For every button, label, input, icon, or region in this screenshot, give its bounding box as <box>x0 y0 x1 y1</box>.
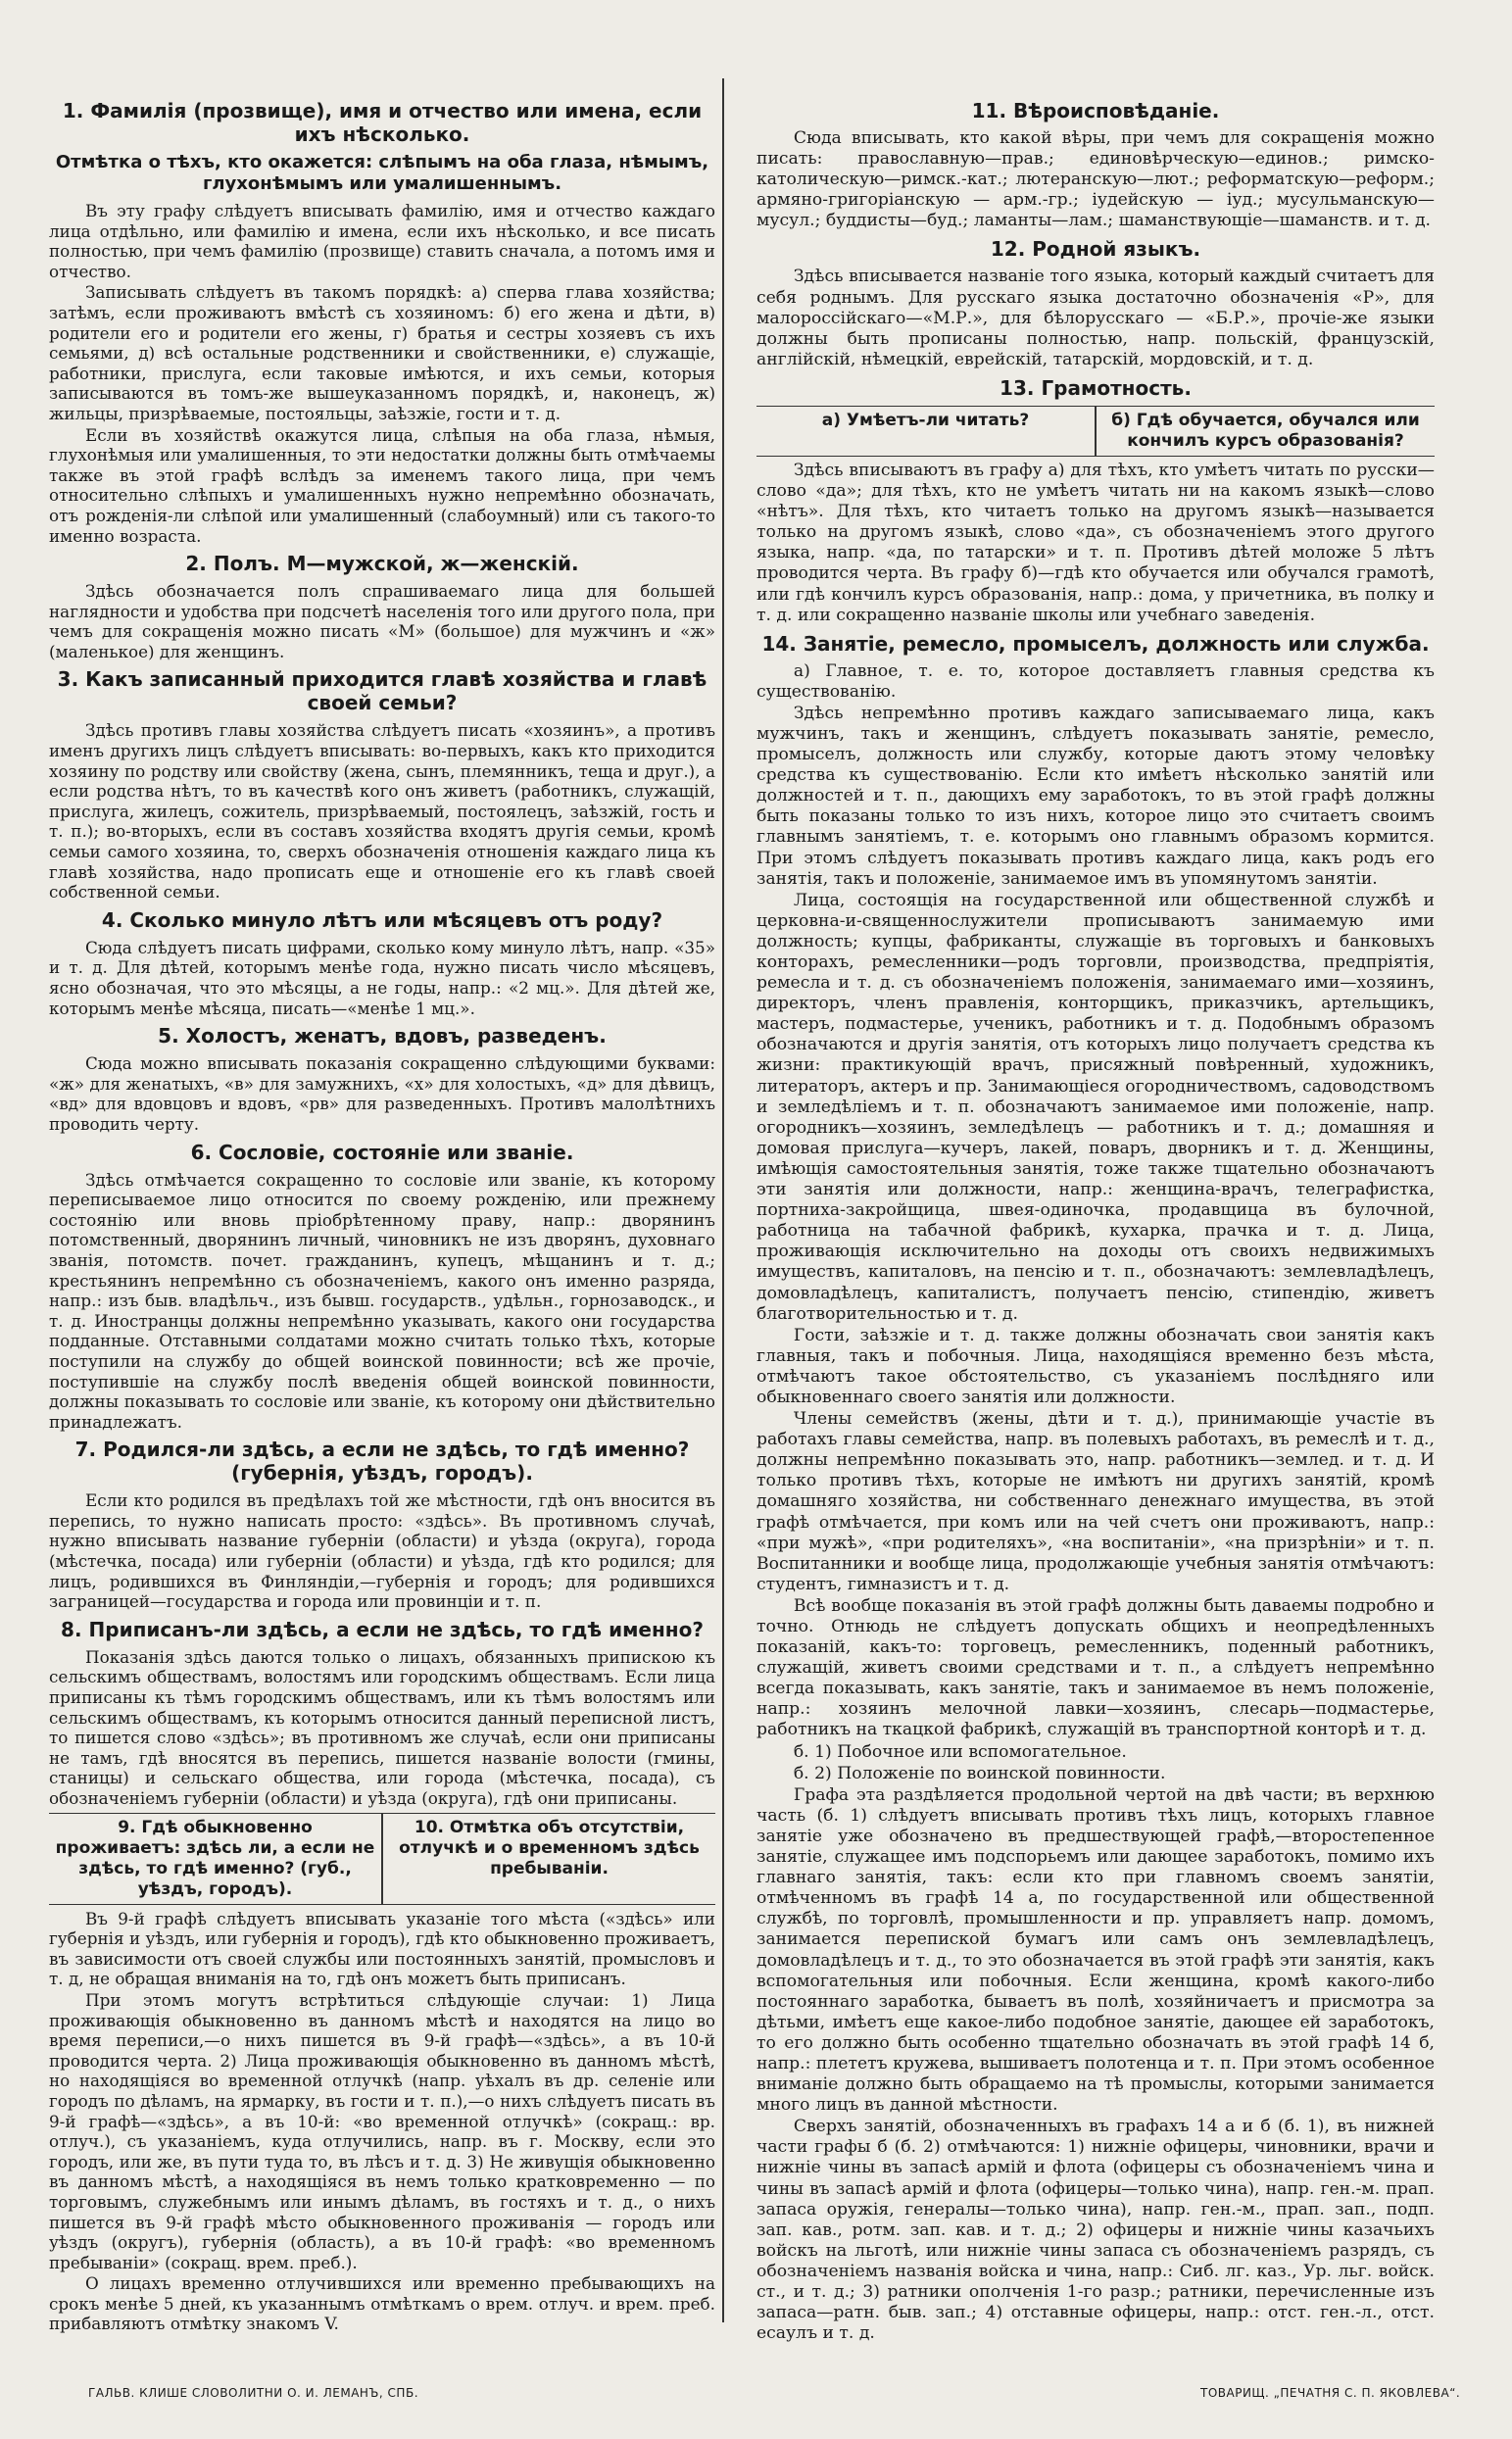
section-1-subtitle: Отмѣтка о тѣхъ, кто окажется: слѣпымъ на оба глаза, нѣмымъ, глухонѣмымъ или умалишеннымъ. <box>55 152 709 194</box>
section-5-title: 5. Холостъ, женатъ, вдовъ, разведенъ. <box>158 1024 607 1049</box>
section-2-title: 2. Полъ. М—мужской, ж—женскій. <box>185 552 579 576</box>
left-column <box>49 93 715 2335</box>
section-14-paragraph: Лица, состоящія на государственной или общественной службѣ и церковна-и-священнослужители прописываютъ занимаемую ими должность; купцы, фабриканты, служащіе въ торговыхъ и банковыхъ конторахъ, ремесленники—родъ торговли, производства, предпріятія, ремесла и т. д. съ обозначеніемъ положенія, занимаемаго ими—хозяинъ, директоръ, членъ правленія, конторщикъ, приказчикъ, артельщикъ, мастеръ, подмастерье, ученикъ, работникъ и т. д. Подобнымъ образомъ обозначаются и другія занятія, отъ которыхъ лицо получаетъ средства къ жизни: практикующій врачъ, присяжный повѣренный, художникъ, литераторъ, актеръ и пр. Занимающіеся огородничествомъ, садоводствомъ и земледѣліемъ и т. п. обозначаютъ занимаемое ими положеніе, напр. огородникъ—хозяинъ, земледѣлецъ — работникъ и т. д.; домашняя и домовая прислуга—кучеръ, лакей, поваръ, дворникъ и т. д. Женщины, имѣющія самостоятельныя занятія, тоже также тщательно обозначаютъ эти занятія или должности, напр.: женщина-врачъ, телеграфистка, портниха-закройщица, швея-одиночка, продавщица въ булочной, работница на табачной фабрикѣ, кухарка, прачка и т. д. Лица, проживающія исключительно на доходы отъ своихъ недвижимыхъ имуществъ, капиталовъ, на пенсію и т. п., обозначаютъ: землевладѣлецъ, домовладѣлецъ, капиталистъ, получаетъ пенсію, стипендію, живетъ благотворительностью и т. д. <box>756 890 1435 1324</box>
section-1-title: 1. Фамилія (прозвище), имя и отчество или имена, если ихъ нѣсколько. <box>62 99 703 146</box>
section-2-paragraph: Здѣсь обозначается полъ спрашиваемаго лица для большей наглядности и удобства при подсчетѣ населенія того или другого пола, при чемъ для сокращенія можно писать «М» (большое) для мужчинъ и «ж» (маленькое) для женщинъ. <box>49 581 715 661</box>
section-13-title: 13. Грамотность. <box>1000 375 1192 400</box>
section-5-paragraph: Сюда можно вписывать показанія сокращенно слѣдующими буквами: «ж» для женатыхъ, «в» для замужнихъ, «х» для холостыхъ, «д» для дѣвицъ, «вд» для вдовцовъ и вдовъ, «рв» для разведенныхъ. Противъ малолѣтнихъ проводить черту. <box>49 1053 715 1134</box>
printer-credit-left: ГАЛЬВ. КЛИШЕ СЛОВОЛИТНИ О. И. ЛЕМАНЪ, СПБ. <box>88 2386 419 2400</box>
section-10-title: 10. Отмѣтка объ отсутствіи, отлучкѣ и о временномъ здѣсь пребываніи. <box>381 1814 715 1904</box>
right-column <box>756 93 1435 2345</box>
printer-credit-right: ТОВАРИЩ. „ПЕЧАТНЯ С. П. ЯКОВЛЕВА“. <box>1200 2386 1461 2400</box>
section-7-paragraph: Если кто родился въ предѣлахъ той же мѣстности, гдѣ онъ вносится въ перепись, то нужно написать просто: «здѣсь». Въ противномъ случаѣ, нужно вписывать название губерніи (области) и уѣзда (округа), города (мѣстечка, посада) или губерніи (области) и уѣзда, гдѣ кто родился; для лицъ, родившихся въ Финляндіи,—губернія и городъ; для родившихся заграницей—государства и города или провинціи и т. п. <box>49 1490 715 1612</box>
section-11-paragraph: Сюда вписывать, кто какой вѣры, при чемъ для сокращенія можно писать: православную—прав.; единовѣрческую—единов.; римско-католическую—римск.-кат.; лютеранскую—лют.; реформатскую—реформ.; армяно-григоріанскую — арм.-гр.; іудейскую — іуд.; мусульманскую—мусул.; буддисты—буд.; ламанты—лам.; шаманствующіе—шаманств. и т. д. <box>756 128 1435 231</box>
section-9-title: 9. Гдѣ обыкновенно проживаетъ: здѣсь ли, а если не здѣсь, то гдѣ именно? (губ., уѣздъ, городъ). <box>55 1817 375 1899</box>
section-9-paragraph: При этомъ могутъ встрѣтиться слѣдующіе случаи: 1) Лица проживающія обыкновенно въ данномъ мѣстѣ и находятся на лицо во время переписи,—о нихъ пишется въ 9-й графѣ—«здѣсь», а въ 10-й проводится черта. 2) Лица проживающія обыкновенно въ данномъ мѣстѣ, но находящіяся во временной отлучкѣ (напр. уѣхалъ въ др. селеніе или городъ по дѣламъ, на ярмарку, въ гости и т. п.),—о нихъ слѣдуетъ писать въ 9-й графѣ—«здѣсь», а въ 10-й: «во временной отлучкѣ» (сокращ.: вр. отлуч.), съ указаніемъ, куда отлучились, напр. въ г. Москву, если это городъ, или же, въ пути туда то, въ лѣсъ и т. д. 3) Не живущія обыкновенно въ данномъ мѣстѣ, а находящіяся въ немъ только кратковременно — по торговымъ, служебнымъ или инымъ дѣламъ, въ гостяхъ и т. д., о нихъ пишется въ 9-й графѣ мѣсто обыкновенного проживанія — городъ или уѣздъ (округъ), губернія (область), а въ 10-й графѣ: «во временномъ пребываніи» (сокращ. врем. преб.). <box>49 1989 715 2272</box>
section-14-b2-label: б. 2) Положеніе по воинской повинности. <box>793 1763 1166 1783</box>
section-4-paragraph: Сюда слѣдуетъ писать цифрами, сколько кому минуло лѣтъ, напр. «35» и т. д. Для дѣтей, которымъ менѣе года, нужно писать число мѣсяцевъ, ясно обозначая, что это мѣсяцы, а не годы, напр.: «2 мц.». Для дѣтей же, которымъ менѣе мѣсяца, писать—«менѣе 1 мц.». <box>49 937 715 1018</box>
section-7-title: 7. Родился-ли здѣсь, а если не здѣсь, то гдѣ именно? (губернія, уѣздъ, городъ). <box>74 1438 690 1486</box>
section-9-10-header <box>49 1813 715 1905</box>
section-14-paragraph: Графа эта раздѣляется продольной чертой на двѣ части; въ верхнюю часть (б. 1) слѣдуетъ вписывать противъ тѣхъ лицъ, которыхъ главное занятіе уже обозначено въ предшествующей графѣ,—второстепенное занятіе, служащее имъ подспорьемъ или дающее заработокъ, помимо ихъ главнаго занятія, такъ: если кто при главномъ своемъ занятіи, отмѣченномъ въ графѣ 14 а, по государственной или общественной службѣ, по торговлѣ, промышленности и пр. управляетъ напр. домомъ, занимается перепиской бумагъ или самъ онъ землевладѣлецъ, домовладѣлецъ и т. д., то это обозначается въ этой графѣ эти занятія, какъ вспомогательныя или побочныя. Если женщина, кромѣ какого-либо постояннаго заработка, бываетъ въ полѣ, хозяйничаетъ и присмотра за дѣтьми, имѣетъ еще какое-либо подобное занятіе, дающее ей заработокъ, то его должно быть особенно тщательно обозначать въ этой графѣ 14 б, напр.: плететъ кружева, вышиваетъ полотенца и т. п. При этомъ особенное вниманіе должно быть обращаемо на тѣ промыслы, которыми занимается много лицъ въ данной мѣстности. <box>756 1784 1435 2116</box>
section-13a-title: а) Умѣетъ-ли читать? <box>821 410 1030 430</box>
section-13-paragraph: Здѣсь вписываютъ въ графу а) для тѣхъ, кто умѣетъ читать по русски—слово «да»; для тѣхъ, кто не умѣетъ читать ни на какомъ языкѣ—слово «нѣтъ». Для тѣхъ, кто читаетъ только на другомъ языкѣ—называется только на другомъ языкѣ, слово «да», съ обозначеніемъ этого другого языка, напр. «да, по татарски» и т. п. Противъ дѣтей моложе 5 лѣтъ проводится черта. Въ графу б)—гдѣ кто обучается или обучался грамотѣ, или гдѣ кончилъ курсъ образованія, напр.: дома, у причетника, въ полку и т. д. или сокращенно названіе школы или учебнаго заведенія. <box>756 460 1435 625</box>
section-9-paragraph: Въ 9-й графѣ слѣдуетъ вписывать указаніе того мѣста («здѣсь» или губернія и уѣздъ, или губернія и городъ), гдѣ кто обыкновенно проживаетъ, въ зависимости отъ своей службы или постоянныхъ занятій, промысловъ и т. д, не обращая вниманія на то, гдѣ онъ можетъ быть приписанъ. <box>49 1908 715 1989</box>
section-9-paragraph: О лицахъ временно отлучившихся или временно пребывающихъ на срокъ менѣе 5 дней, къ указаннымъ отмѣткамъ о врем. отлуч. и врем. преб. прибавляютъ отмѣтку знакомъ V. <box>49 2273 715 2334</box>
section-14-paragraph: Всѣ вообще показанія въ этой графѣ должны быть даваемы подробно и точно. Отнюдь не слѣдуетъ допускать общихъ и неопредѣленныхъ показаній, какъ-то: торговецъ, ремесленникъ, поденный работникъ, служащій, живетъ своими средствами и т. п., а слѣдуетъ непремѣнно всегда показывать, какъ занятіе, такъ и занимаемое въ немъ положеніе, напр.: хозяинъ мелочной лавки—хозяинъ, слесарь—подмастерье, работникъ на ткацкой фабрикѣ, служащій въ транспортной конторѣ и т. д. <box>756 1595 1435 1740</box>
section-13-subheaders <box>756 406 1435 457</box>
section-6-paragraph: Здѣсь отмѣчается сокращенно то сословіе или званіе, къ которому переписываемое лицо относится по своему рожденію, или прежнему состоянію или вновь пріобрѣтенному праву, напр.: дворянинъ потомственный, дворянинъ личный, чиновникъ не изъ дворянъ, духовнаго званія, потомств. почет. гражданинъ, купецъ, мѣщанинъ и т. д.; крестьянинъ непремѣнно съ обозначеніемъ, какого онъ именно разряда, напр.: изъ быв. владѣльч., изъ бывш. государств., удѣльн., горнозаводск., и т. д. Иностранцы должны непремѣнно указывать, какого они государства подданные. Отставными солдатами можно считать только тѣхъ, которые поступили на службу до общей воинской повинности; всѣ же прочіе, поступившіе на службу послѣ введенія общей воинской повинности, должны показывать то сословіе или званіе, къ которому они дѣйствительно принадлежатъ. <box>49 1169 715 1432</box>
section-6-title: 6. Сословіе, состояніе или званіе. <box>190 1140 574 1164</box>
section-14-paragraph: Сверхъ занятій, обозначенныхъ въ графахъ 14 а и б (б. 1), въ нижней части графы б (б. 2) отмѣчаются: 1) нижніе офицеры, чиновники, врачи и нижніе чины въ запасѣ армій и флота (офицеры съ обозначеніемъ чина и чины въ запасѣ армій и флота (офицеры—только чина), напр. ген.-м. прап. запаса оружія, генералы—только чина), напр. ген.-м., прап. зап., подп. зап. кав., ротм. зап. кав. и т. д.; 2) офицеры и нижніе чины казачьихъ войскъ на льготѣ, или нижніе чины запаса съ обозначеніемъ разрядъ, съ обозначеніемъ названія войска и чина, напр.: Сиб. лг. каз., Ур. льг. войск. ст., и т. д.; 3) ратники ополченія 1-го разр.; ратники, перечисленные изъ запаса—ратн. быв. зап.; 4) отставные офицеры, напр.: отст. ген.-л., отст. есаулъ и т. д. <box>756 2117 1435 2344</box>
section-1-paragraph: Записывать слѣдуетъ въ такомъ порядкѣ: а) сперва глава хозяйства; затѣмъ, если проживаютъ вмѣстѣ съ хозяиномъ: б) его жена и дѣти, в) родители его и родители его жены, г) братья и сестры хозяевъ съ ихъ семьями, д) всѣ остальные родственники и свойственники, е) служащіе, работники, прислуга, если таковые имѣются, и ихъ семьи, которыя записываются въ томъ-же вышеуказанномъ порядкѣ, и, наконецъ, ж) жильцы, призрѣваемые, постояльцы, заѣзжіе, гости и т. д. <box>49 282 715 423</box>
section-14-paragraph: Члены семействъ (жены, дѣти и т. д.), принимающіе участіе въ работахъ главы семейства, напр. въ полевыхъ работахъ, въ ремеслѣ и т. д., должны непремѣнно показывать это, напр. работникъ—землед. и т. д. И только противъ тѣхъ, которые не имѣютъ ни другихъ занятій, кромѣ домашняго хозяйства, ни собственнаго денежнаго имущества, въ этой графѣ отмѣчается, при комъ или на чей счетъ они проживаютъ, напр.: «при мужѣ», «при родителяхъ», «на воспитаніи», «на призрѣніи» и т. п. Воспитанники и вообще лица, продолжающіе учебныя занятія отмѣчаютъ: студентъ, гимназистъ и т. д. <box>756 1409 1435 1594</box>
section-3-title: 3. Какъ записанный приходится главѣ хозяйства и главѣ своей семьи? <box>57 667 707 715</box>
section-13b-title: б) Гдѣ обучается, обучался или кончилъ курсъ образованія? <box>1095 407 1435 456</box>
section-12-paragraph: Здѣсь вписывается названіе того языка, который каждый считаетъ для себя роднымъ. Для русскаго языка достаточно обозначенія «Р», для малороссійскаго—«М.Р.», для бѣлорусскаго — «Б.Р.», прочіе-же языки должны быть прописаны полностью, напр. польскій, французскій, англійскій, нѣмецкій, еврейскій, татарскій, мордовскій, и т. д. <box>756 267 1435 369</box>
section-8-title: 8. Приписанъ-ли здѣсь, а если не здѣсь, то гдѣ именно? <box>61 1617 704 1641</box>
section-14-paragraph: Здѣсь непремѣнно противъ каждаго записываемаго лица, какъ мужчинъ, такъ и женщинъ, слѣдуетъ показывать занятіе, ремесло, промыселъ, должность или службу, которые даютъ этому человѣку средства къ существованію. Если кто имѣетъ нѣсколько занятій или должностей и т. п., дающихъ ему заработокъ, то въ этой графѣ должны быть показаны только то изъ нихъ, которое лицо это считаетъ своимъ главнымъ занятіемъ, т. е. которымъ оно главнымъ образомъ кормится. При этомъ слѣдуетъ показывать противъ каждаго лица, какъ родъ его занятія, такъ и положеніе, занимаемое имъ въ упомянутомъ занятіи. <box>756 703 1435 889</box>
section-14-b1-label: б. 1) Побочное или вспомогательное. <box>793 1741 1127 1762</box>
section-14-subtitle-main: а) Главное, т. е. то, которое доставляетъ главныя средства къ существованію. <box>756 660 1435 702</box>
section-1-paragraph: Въ эту графу слѣдуетъ вписывать фамилію, имя и отчество каждаго лица отдѣльно, или фамилію и имена, если ихъ нѣсколько, и все писать полностью, при чемъ фамилію (прозвище) ставить сначала, а потомъ имя и отчество. <box>49 201 715 281</box>
section-14-title: 14. Занятіе, ремесло, промыселъ, должность или служба. <box>761 631 1430 656</box>
column-divider <box>722 78 724 2322</box>
section-8-paragraph: Показанія здѣсь даются только о лицахъ, обязанныхъ припискою къ сельскимъ обществамъ, волостямъ или городскимъ обществамъ. Если лица приписаны къ тѣмъ городскимъ обществамъ, или къ тѣмъ волостямъ или сельскимъ обществамъ, къ которымъ относится данный переписной листъ, то пишется слово «здѣсь»; въ противномъ же случаѣ, если они приписаны не тамъ, гдѣ вносятся въ перепись, пишется названіе волости (гмины, станицы) и сельскаго общества, или города (мѣстечка, посада), съ обозначеніемъ губерніи (области) и уѣзда (округа), гдѣ они приписаны. <box>49 1646 715 1808</box>
section-3-paragraph: Здѣсь противъ главы хозяйства слѣдуетъ писать «хозяинъ», а противъ именъ другихъ лицъ слѣдуетъ вписывать: во-первыхъ, какъ кто приходится хозяину по родству или свойству (жена, сынъ, племянникъ, теща и друг.), а если родства нѣтъ, то въ качествѣ кого онъ живетъ (работникъ, служащій, прислуга, жилецъ, сожитель, призрѣваемый, постоялецъ, заѣзжій, гость и т. п.); во-вторыхъ, если въ составъ хозяйства входятъ другія семьи, кромѣ семьи самого хозяина, то, сверхъ обозначенія отношенія каждаго лица къ главѣ хозяйства, надо прописать еще и отношеніе его къ главѣ своей собственной семьи. <box>49 720 715 902</box>
section-14-paragraph: Гости, заѣзжіе и т. д. также должны обозначать свои занятія какъ главныя, такъ и побочныя. Лица, находящіяся временно безъ мѣста, отмѣчаютъ такое обстоятельство, съ указаніемъ послѣдняго или обыкновеннаго своего занятія или должности. <box>756 1325 1435 1407</box>
section-12-title: 12. Родной языкъ. <box>990 237 1201 262</box>
section-1-paragraph: Если въ хозяйствѣ окажутся лица, слѣпыя на оба глаза, нѣмыя, глухонѣмыя или умалишенныя, то эти недостатки должны быть отмѣчаемы также въ этой графѣ вслѣдъ за именемъ такого лица, при чемъ относительно слѣпыхъ и умалишенныхъ нужно непремѣнно обозначать, отъ рожденія-ли слѣпой или умалишенный (слабоумный) или съ такого-то именно возраста. <box>49 424 715 546</box>
section-4-title: 4. Сколько минуло лѣтъ или мѣсяцевъ отъ роду? <box>101 907 663 932</box>
section-11-title: 11. Вѣроисповѣданіе. <box>971 99 1220 122</box>
